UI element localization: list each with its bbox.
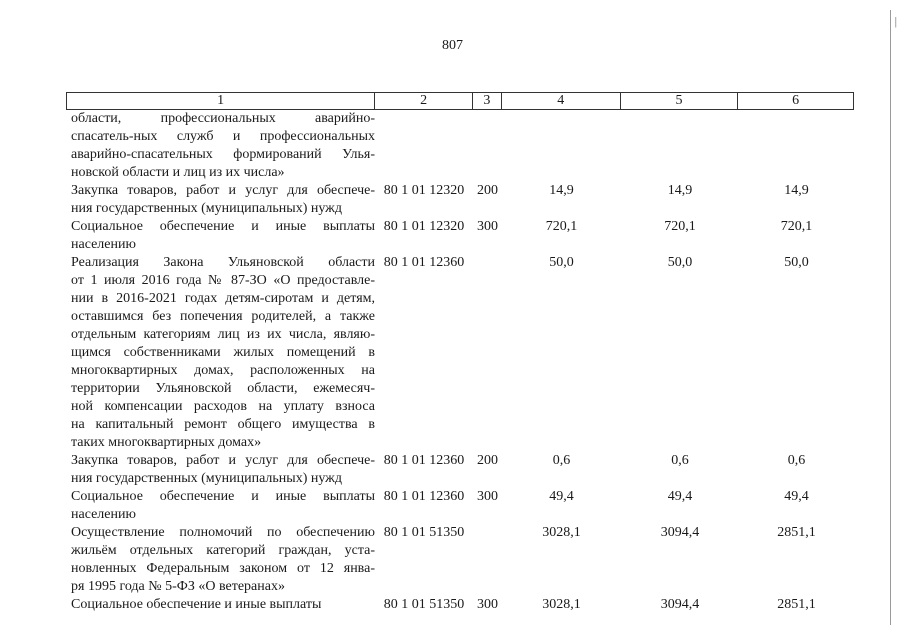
row-value-col4: 50,0 xyxy=(549,255,574,270)
row-value-col5: 49,4 xyxy=(667,489,693,504)
description-line: на капитальный ремонт общего имущества в xyxy=(71,417,375,432)
description-line: ря 1995 года № 5-ФЗ «О ветеранах» xyxy=(71,579,285,594)
description-line: жильём отдельных категорий граждан, уста- xyxy=(71,543,375,558)
row-type xyxy=(473,254,502,452)
table-row xyxy=(66,596,854,614)
header-col-5: 5 xyxy=(621,93,739,109)
row-description xyxy=(66,488,375,524)
row-type: 200 xyxy=(477,453,498,468)
row-code: 80 1 01 12360 xyxy=(383,489,465,504)
description-line: ной компенсации расходов на уплату взноса xyxy=(71,399,375,414)
table-row xyxy=(66,524,854,596)
row-value-col5 xyxy=(621,110,739,182)
row-value-col4: 3028,1 xyxy=(542,525,581,540)
description-line: нии в 2016-2021 годах детям-сиротам и детям, xyxy=(71,291,375,306)
description-line: Социальное обеспечение и иные выплаты xyxy=(71,597,322,612)
table-row xyxy=(66,452,854,488)
row-description xyxy=(66,452,375,488)
row-value-col4: 49,4 xyxy=(549,489,574,504)
row-description xyxy=(66,110,375,182)
description-line: новской области и лиц из их числа» xyxy=(71,165,285,180)
row-description xyxy=(66,182,375,218)
row-value-col6: 720,1 xyxy=(780,219,813,234)
page-edge-rule xyxy=(890,10,891,625)
description-line: щимся собственниками жилых помещений в xyxy=(71,345,375,360)
description-line: новленных Федеральным законом от 12 янва- xyxy=(71,561,375,576)
description-line: населению xyxy=(71,507,136,522)
table-row xyxy=(66,218,854,254)
row-value-col6: 49,4 xyxy=(784,489,809,504)
header-col-3: 3 xyxy=(473,93,502,109)
header-col-1: 1 xyxy=(67,93,375,109)
row-value-col4: 3028,1 xyxy=(542,597,581,612)
row-type xyxy=(473,524,502,596)
description-line: многоквартирных домах, расположенных на xyxy=(71,363,375,378)
row-code: 80 1 01 51350 xyxy=(383,525,465,540)
description-line: Реализация Закона Ульяновской области xyxy=(71,255,375,270)
description-line: ния государственных (муниципальных) нужд xyxy=(71,471,342,486)
row-value-col4: 14,9 xyxy=(549,183,574,198)
row-value-col6: 2851,1 xyxy=(777,597,816,612)
row-description xyxy=(66,254,375,452)
corner-mark: | xyxy=(894,14,897,28)
row-value-col5: 3094,4 xyxy=(660,597,700,612)
header-col-2: 2 xyxy=(375,93,473,109)
description-line: спасатель-ных служб и профессиональных xyxy=(71,129,375,144)
row-type: 300 xyxy=(477,597,498,612)
description-line: территории Ульяновской области, ежемесяч- xyxy=(71,381,375,396)
row-value-col4: 0,6 xyxy=(552,453,571,468)
description-line: аварийно-спасательных формирований Улья- xyxy=(71,147,375,162)
description-line: Социальное обеспечение и иные выплаты xyxy=(71,489,375,504)
description-line: Закупка товаров, работ и услуг для обеспече- xyxy=(71,183,375,198)
row-value-col6: 50,0 xyxy=(784,255,809,270)
row-value-col5: 0,6 xyxy=(671,453,689,468)
row-value-col6 xyxy=(739,110,854,182)
row-code: 80 1 01 12320 xyxy=(383,219,465,234)
description-line: отдельным категориям лиц из их числа, являю- xyxy=(71,327,375,342)
table-body xyxy=(66,110,854,614)
row-type xyxy=(473,110,502,182)
row-value-col5: 14,9 xyxy=(667,183,693,198)
row-type: 200 xyxy=(477,183,498,198)
table-row xyxy=(66,254,854,452)
row-code: 80 1 01 12360 xyxy=(383,453,465,468)
row-description xyxy=(66,596,375,614)
row-value-col6: 0,6 xyxy=(787,453,806,468)
header-col-4: 4 xyxy=(502,93,621,109)
description-line: таких многоквартирных домах» xyxy=(71,435,262,450)
description-line: ния государственных (муниципальных) нужд xyxy=(71,201,342,216)
row-code: 80 1 01 12320 xyxy=(383,183,465,198)
row-type: 300 xyxy=(477,219,498,234)
row-code xyxy=(375,110,473,182)
row-description xyxy=(66,218,375,254)
table-row xyxy=(66,488,854,524)
table-row xyxy=(66,110,854,182)
row-value-col6: 14,9 xyxy=(784,183,809,198)
row-description xyxy=(66,524,375,596)
table-header xyxy=(66,92,854,110)
row-type: 300 xyxy=(477,489,498,504)
description-line: Социальное обеспечение и иные выплаты xyxy=(71,219,375,234)
row-value-col5: 3094,4 xyxy=(660,525,700,540)
description-line: области, профессиональных аварийно- xyxy=(71,111,375,126)
page-number: 807 xyxy=(442,38,463,53)
row-value-col4 xyxy=(502,110,621,182)
description-line: от 1 июля 2016 года № 87-ЗО «О предоставле- xyxy=(71,273,375,288)
header-col-6: 6 xyxy=(792,93,800,108)
table-row xyxy=(66,182,854,218)
row-code: 80 1 01 12360 xyxy=(383,255,465,270)
row-value-col4: 720,1 xyxy=(545,219,578,234)
row-value-col5: 50,0 xyxy=(667,255,693,270)
description-line: оставшимся без попечения родителей, а также xyxy=(71,309,375,324)
description-line: Закупка товаров, работ и услуг для обеспече- xyxy=(71,453,375,468)
row-value-col5: 720,1 xyxy=(664,219,696,234)
description-line: Осуществление полномочий по обеспечению xyxy=(71,525,375,540)
row-code: 80 1 01 51350 xyxy=(383,597,465,612)
description-line: населению xyxy=(71,237,136,252)
row-value-col6: 2851,1 xyxy=(777,525,816,540)
